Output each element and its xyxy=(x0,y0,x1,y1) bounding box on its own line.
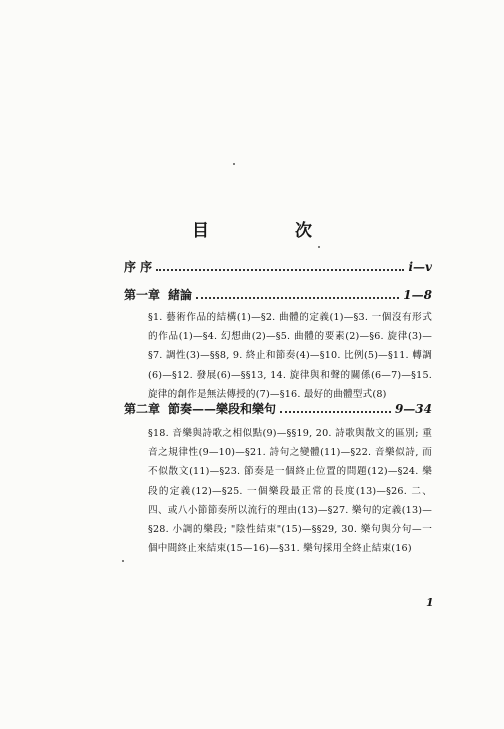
print-speck xyxy=(122,560,124,562)
dot-leader xyxy=(280,411,391,413)
print-speck xyxy=(233,163,235,165)
toc-entry-title: 節奏——樂段和樂句 xyxy=(168,402,277,416)
dot-leader xyxy=(196,297,399,299)
chapter-1-summary: §1. 藝術作品的結構(1)—§2. 曲體的定義(1)—§3. 一個沒有形式的作品(1)—§4. 幻想曲(2)—§5. 曲體的要素(2)—§6. 旋律(3)—§7. 調性(3)—§§8, 9. 終止和節奏(4)—§10. 比例(5)—§11. 轉調(6)—§12. 發展(6)—§§13, 14. 旋律與和聲的關係(6—7)—§15. 旋律的創作是無法傳授的(7)—§16. 最好的曲體型式(8) xyxy=(148,312,432,400)
toc-entry-title: 緒論 xyxy=(168,288,193,302)
toc-entry-pages: 9—34 xyxy=(394,402,432,416)
page-title: 目 次 xyxy=(192,221,352,241)
chapter-2-summary: §18. 音樂與詩歌之相似點(9)—§§19, 20. 詩歌與散文的區別; 重音之規律性(9—10)—§21. 詩句之變體(11)—§22. 音樂似詩, 而不似散文(11)—§23. 節奏是一個終止位置的問題(12)—§24. 樂段的定義(12)—§25. 一個樂段最正常的長度(13)—§26. 二、四、或八小節節奏所以流行的理由(13)—§27. 樂句的定義(13)—§28. 小調的樂段; "陰性結束"(15)—§§29, 30. 樂句與分句—一個中間終止來結束(15—16)—§31. 樂句採用全終止結束(16) xyxy=(148,428,432,555)
dot-leader xyxy=(156,269,404,271)
toc-entry-label: 序 序 xyxy=(124,260,153,274)
toc-entry-chapter-1 xyxy=(124,286,432,303)
toc-entry-label: 第二章 xyxy=(124,402,161,416)
page-number: 1 xyxy=(426,596,434,609)
print-speck xyxy=(318,246,320,248)
toc-entry-pages: i—v xyxy=(408,260,432,274)
toc-entry-chapter-2 xyxy=(124,400,432,417)
toc-entry-preface xyxy=(124,258,432,275)
toc-entry-pages: 1—8 xyxy=(403,288,432,302)
toc-entry-label: 第一章 xyxy=(124,288,161,302)
